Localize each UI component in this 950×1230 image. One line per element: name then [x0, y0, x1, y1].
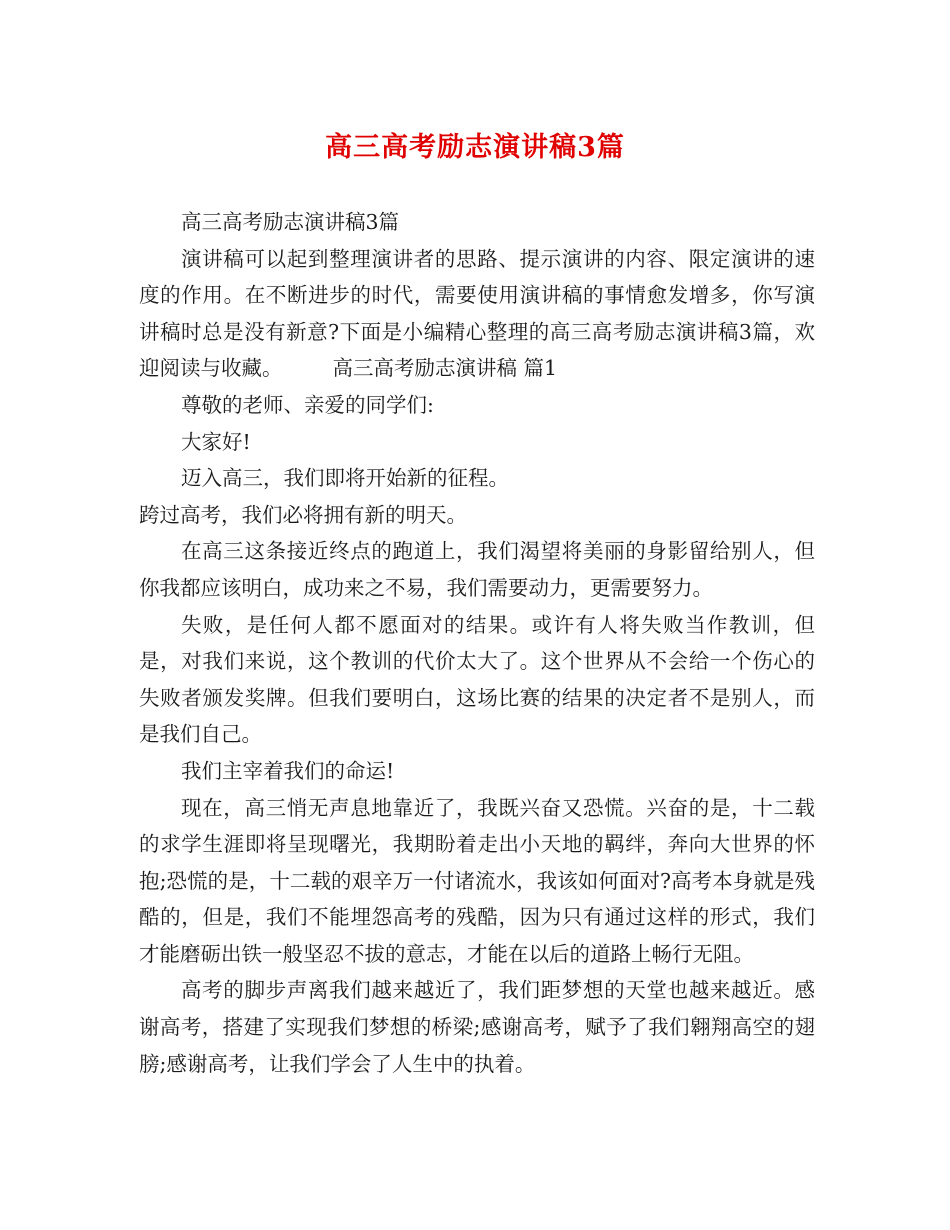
paragraph-intro — [139, 241, 815, 387]
paragraph-line-2: 跨过高考，我们必将拥有新的明天。 — [139, 502, 467, 527]
paragraph-line-1: 迈入高三，我们即将开始新的征程。 — [181, 466, 509, 491]
paragraph-greeting: 大家好! — [181, 429, 251, 454]
paragraph-intro-text: 演讲稿可以起到整理演讲者的思路、提示演讲的内容、限定演讲的速度的作用。在不断进步的时代，需要使用演讲稿的事情愈发增多，你写演讲稿时总是没有新意?下面是小编精心整理的高三高考励志演讲稿3篇，欢迎阅读与收藏。 — [139, 246, 815, 381]
paragraph-destiny: 我们主宰着我们的命运! — [181, 758, 395, 783]
paragraph-runway: 在高三这条接近终点的跑道上，我们渴望将美丽的身影留给别人，但你我都应该明白，成功来之不易，我们需要动力，更需要努力。 — [139, 539, 815, 600]
paragraph-now: 现在，高三悄无声息地靠近了，我既兴奋又恐慌。兴奋的是，十二载的求学生涯即将呈现曙光，我期盼着走出小天地的羁绊，奔向大世界的怀抱;恐慌的是，十二载的艰辛万一付诸流水，我该如何面对?高考本身就是残酷的，但是，我们不能埋怨高考的残酷，因为只有通过这样的形式，我们才能磨砺出铁一般坚忍不拔的意志，才能在以后的道路上畅行无阻。 — [139, 795, 815, 966]
document-title: 高三高考励志演讲稿3篇 — [325, 132, 625, 163]
paragraph-subtitle: 高三高考励志演讲稿3篇 — [181, 210, 400, 234]
section-heading-1: 高三高考励志演讲稿 篇1 — [332, 356, 558, 381]
paragraph-footsteps: 高考的脚步声离我们越来越近了，我们距梦想的天堂也越来越近。感谢高考，搭建了实现我们梦想的桥梁;感谢高考，赋予了我们翱翔高空的翅膀;感谢高考，让我们学会了人生中的执着。 — [139, 978, 815, 1076]
document-body — [139, 204, 815, 1082]
paragraph-salutation: 尊敬的老师、亲爱的同学们: — [181, 392, 434, 417]
paragraph-failure: 失败，是任何人都不愿面对的结果。或许有人将失败当作教训，但是，对我们来说，这个教训的代价太大了。这个世界从不会给一个伤心的失败者颁发奖牌。但我们要明白，这场比赛的结果的决定者不是别人，而是我们自己。 — [139, 612, 815, 747]
